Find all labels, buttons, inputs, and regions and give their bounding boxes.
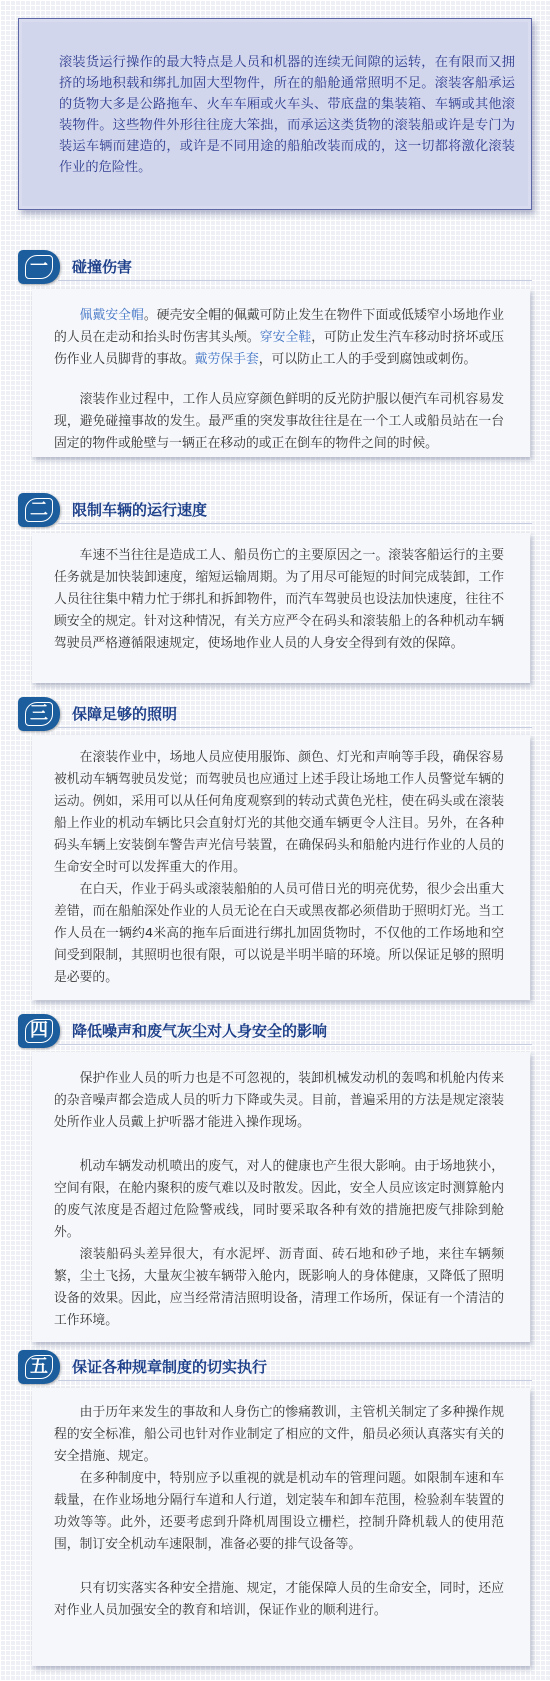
section-number-badge (18, 697, 60, 731)
paragraph: 在白天，作业于码头或滚装船舶的人员可借日光的明亮优势，很少会出重大差错，而在船舶深处作业的人员无论在白天或黑夜都必须借助于照明灯光。当工作人员在一辆约4米高的拖车后面进行绑扎加固货物时，不仅他的工作场地和空间受到限制，其照明也很有限，可以说是半明半暗的环境。所以保证足够的照明是必要的。 (54, 882, 504, 985)
section-header (18, 1014, 532, 1048)
section-number: 三 (25, 702, 53, 726)
text-span: 。硬壳安全帽的佩戴可防止发生在物件下面或低矮窄小场地作业的人员在走动和抬头时伤害其头颅。 (54, 308, 505, 345)
section-body (32, 533, 530, 683)
paragraph: 在多种制度中，特别应予以重视的就是机动车的管理问题。如限制车速和车载量，在作业场地分隔行车道和人行道，划定装车和卸车范围，检验刹车装置的功效等等。此外，还要考虑到升降机周围设立栅栏，控制升降机载人的使用范围，制订安全机动车速限制，准备必要的排气设备等。 (54, 1471, 504, 1552)
section-title: 限制车辆的运行速度 (72, 501, 208, 519)
intro-box (18, 18, 532, 210)
paragraph: 机动车辆发动机喷出的废气，对人的健康也产生很大影响。由于场地狭小，空间有限，在舱内聚积的废气难以及时散发。因此，安全人员应该定时测算舱内的废气浓度是否超过危险警戒线，同时要采取各种有效的措施把废气排除到舱外。 (54, 1159, 504, 1240)
section-title: 降低噪声和废气灰尘对人身安全的影响 (72, 1022, 328, 1040)
section-number: 四 (25, 1019, 53, 1043)
section-title: 保障足够的照明 (72, 705, 178, 723)
section-header (18, 697, 532, 731)
section-body (32, 289, 530, 457)
paragraph: 车速不当往往是造成工人、船员伤亡的主要原因之一。滚装客船运行的主要任务就是加快装卸速度，缩短运输周期。为了用尽可能短的时间完成装卸，工作人员往往集中精力忙于绑扎和拆卸物件，而汽车驾驶员也设法加快速度，往往不顾安全的规定。针对这种情况，有关方应严令在码头和滚装船上的各种机动车辆驾驶员严格遵循限速规定，使场地作业人员的人身安全得到有效的保障。 (54, 548, 504, 651)
section-number-badge (18, 1014, 60, 1048)
paragraph (54, 305, 504, 371)
paragraph: 在滚装作业中，场地人员应使用服饰、颜色、灯光和声响等手段，确保容易被机动车辆驾驶员发觉；而驾驶员也应通过上述手段让场地工作人员警觉车辆的运动。例如，采用可以从任何角度观察到的转动式黄色光柱，使在码头或在滚装船上作业的机动车辆比只会直射灯光的其他交通车辆更令人注目。另外，在各种码头车辆上安装倒车警告声光信号装置，在确保码头和船舱内进行作业的人员的生命安全时可以发挥重大的作用。 (54, 750, 504, 875)
section-number-badge (18, 250, 60, 284)
text-span: ，可以防止工人的手受到腐蚀或刺伤。 (258, 352, 477, 367)
section-body (32, 1388, 530, 1666)
highlight-shoes: 穿安全鞋 (259, 330, 312, 345)
text-span: ，可防止发生汽车移动时挤坏或压伤作业人员脚背的事故。 (54, 330, 505, 367)
paragraph: 滚装船码头差异很大，有水泥坪、沥青面、砖石地和砂子地，来往车辆频繁，尘土飞扬，大量灰尘被车辆带入舱内，既影响人的身体健康，又降低了照明设备的效果。因此，应当经常清洁照明设备，清理工作场所，保证有一个清洁的工作环境。 (54, 1247, 504, 1328)
paragraph: 滚装作业过程中，工作人员应穿颜色鲜明的反光防护服以便汽车司机容易发现，避免碰撞事故的发生。最严重的突发事故往往是在一个工人或船员站在一台固定的物件或舱壁与一辆正在移动的或正在倒车的物件之间的时候。 (54, 392, 504, 451)
section-number: 二 (25, 498, 53, 522)
section-body (32, 1052, 530, 1342)
section-number: 一 (25, 255, 53, 279)
paragraph: 只有切实落实各种安全措施、规定，才能保障人员的生命安全，同时，还应对作业人员加强安全的教育和培训，保证作业的顺利进行。 (54, 1581, 504, 1618)
section-title: 碰撞伤害 (72, 258, 133, 276)
section-header (18, 250, 532, 284)
section-number-badge (18, 493, 60, 527)
section-header (18, 493, 532, 527)
paragraph: 由于历年来发生的事故和人身伤亡的惨痛教训，主管机关制定了多种操作规程的安全标准，船公司也针对作业制定了相应的文件，船员必须认真落实有关的安全措施、规定。 (54, 1405, 504, 1464)
highlight-gloves: 戴劳保手套 (194, 352, 259, 367)
section-number: 五 (25, 1355, 53, 1379)
intro-text: 滚装货运行操作的最大特点是人员和机器的连续无间隙的运转，在有限而又拥挤的场地积载和绑扎加固大型物件，所在的船舱通常照明不足。滚装客船承运的货物大多是公路拖车、火车车厢或火车头、带底盘的集装箱、车辆或其他滚装物件。这些物件外形往往庞大笨拙，而承运这类货物的滚装船或许是专门为装运车辆而建造的，或许是不同用途的船舶改装而成的，这一切都将激化滚装作业的危险性。 (59, 55, 515, 175)
highlight-helmet: 佩戴安全帽 (79, 308, 144, 323)
section-header (18, 1350, 532, 1384)
section-body (32, 735, 530, 1000)
paragraph: 保护作业人员的听力也是不可忽视的，装卸机械发动机的轰鸣和机舱内传来的杂音噪声都会造成人员的听力下降或失灵。目前，普遍采用的方法是规定滚装处所作业人员戴上护听器才能进入操作现场。 (54, 1071, 504, 1130)
section-number-badge (18, 1350, 60, 1384)
section-title: 保证各种规章制度的切实执行 (72, 1358, 268, 1376)
